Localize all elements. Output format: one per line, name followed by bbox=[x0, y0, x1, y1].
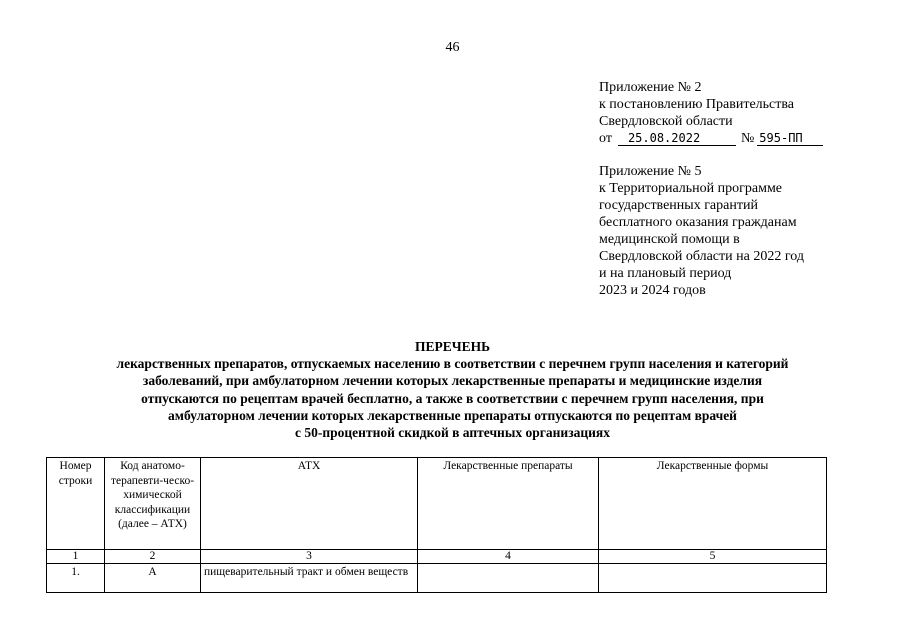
decree-date-field: 25.08.2022 bbox=[618, 131, 736, 146]
appendix-5-line: 2023 и 2024 годов bbox=[599, 283, 706, 298]
forms-cell bbox=[599, 564, 827, 593]
appendix-5-line: медицинской помощи в bbox=[599, 232, 740, 247]
appendix-2-line: Свердловской области bbox=[599, 114, 733, 129]
row-number-cell: 1. bbox=[47, 564, 105, 593]
heading-line: отпускаются по рецептам врачей бесплатно, а также в соответствии с перечнем групп населения, при bbox=[141, 390, 764, 406]
appendix-5-line: бесплатного оказания гражданам bbox=[599, 215, 797, 230]
document-heading bbox=[0, 338, 905, 441]
drugs-cell bbox=[418, 564, 599, 593]
heading-line: лекарственных препаратов, отпускаемых населению в соответствии с перечнем групп населения и категорий bbox=[116, 356, 789, 372]
appendix-2-title: Приложение № 2 bbox=[599, 80, 702, 95]
date-prefix: от bbox=[599, 131, 612, 146]
decree-number-field: 595-ПП bbox=[757, 131, 823, 146]
atx-code-cell: A bbox=[105, 564, 201, 593]
heading-line: с 50-процентной скидкой в аптечных организациях bbox=[295, 425, 610, 441]
heading-line: амбулаторном лечении которых лекарственные препараты отпускаются по рецептам врачей bbox=[168, 407, 737, 423]
column-number: 5 bbox=[599, 550, 827, 564]
appendix-5-block bbox=[599, 163, 804, 299]
appendix-5-line: Свердловской области на 2022 год bbox=[599, 249, 804, 264]
heading-title: ПЕРЕЧЕНЬ bbox=[414, 339, 491, 354]
header-atx-code: Код анатомо-терапевти-ческо-химической классификации (далее – АТХ) bbox=[105, 458, 201, 550]
column-number-row bbox=[47, 550, 827, 564]
column-number: 2 bbox=[105, 550, 201, 564]
heading-line: заболеваний, при амбулаторном лечении которых лекарственные препараты и медицинские изделия bbox=[142, 373, 763, 389]
appendix-5-line: к Территориальной программе bbox=[599, 181, 783, 196]
column-number: 1 bbox=[47, 550, 105, 564]
appendix-2-block bbox=[599, 79, 823, 147]
appendix-5-line: государственных гарантий bbox=[599, 198, 758, 213]
drug-list-table bbox=[46, 457, 827, 593]
table-row bbox=[47, 564, 827, 593]
number-prefix: № bbox=[740, 131, 755, 146]
appendix-5-line: Приложение № 5 bbox=[599, 164, 702, 179]
appendix-5-line: и на плановый период bbox=[599, 266, 732, 281]
page-number: 46 bbox=[445, 40, 460, 55]
column-number: 4 bbox=[418, 550, 599, 564]
appendix-2-line: к постановлению Правительства bbox=[599, 97, 795, 112]
decree-date-number-row bbox=[599, 130, 823, 147]
header-row-number: Номер строки bbox=[47, 458, 105, 550]
atx-name-cell: пищеварительный тракт и обмен веществ bbox=[201, 564, 418, 593]
column-number: 3 bbox=[201, 550, 418, 564]
table-header-row bbox=[47, 458, 827, 550]
header-forms: Лекарственные формы bbox=[599, 458, 827, 550]
header-atx: АТХ bbox=[201, 458, 418, 550]
header-drugs: Лекарственные препараты bbox=[418, 458, 599, 550]
